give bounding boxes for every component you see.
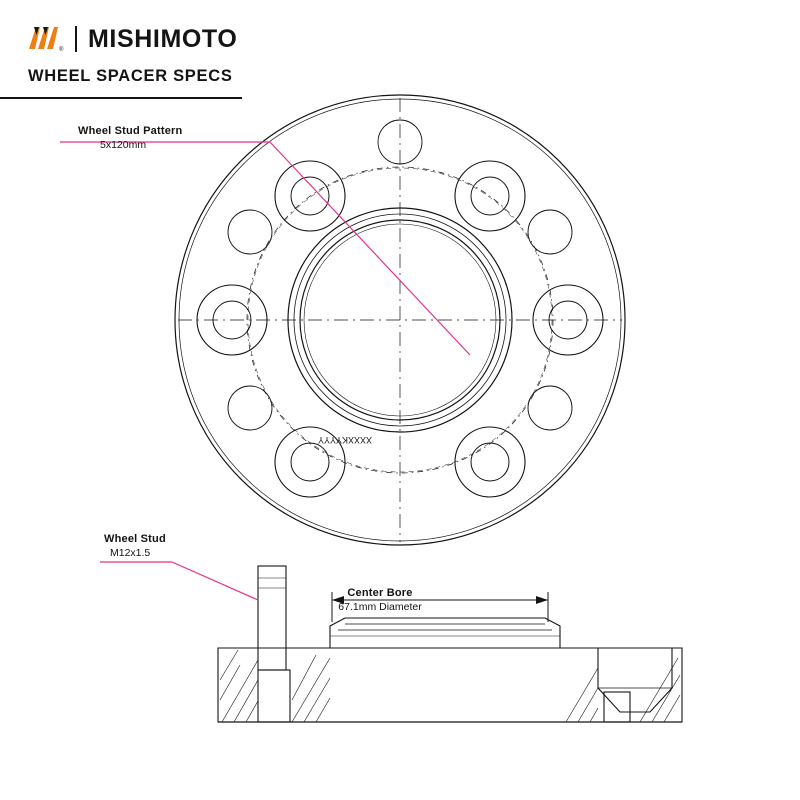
callout-wheel-stud xyxy=(104,532,166,561)
callout-title: Center Bore xyxy=(347,587,413,599)
wheel-stud-shaft xyxy=(258,566,286,670)
stud-seat-cavity xyxy=(258,670,290,722)
lug-bore xyxy=(604,692,630,722)
pocket-hole xyxy=(528,210,572,254)
stud-hole xyxy=(471,443,509,481)
svg-text:®: ® xyxy=(59,47,64,53)
spacer-body-outline xyxy=(218,648,682,722)
face-engraving: XXXXKYYYY xyxy=(317,435,372,445)
pocket-hole xyxy=(228,386,272,430)
conical-seat-profile xyxy=(598,648,672,712)
callout-value: 67.1mm Diameter xyxy=(338,601,422,613)
stud-bore xyxy=(455,427,525,497)
brand-name: MISHIMOTO xyxy=(88,24,238,53)
pocket-hole xyxy=(528,386,572,430)
pocket-hole xyxy=(228,210,272,254)
side-section-view xyxy=(218,566,682,722)
callout-wheel-stud-pattern xyxy=(78,124,182,153)
stud-hole xyxy=(291,443,329,481)
callout-title: Wheel Stud xyxy=(104,533,166,545)
front-view xyxy=(175,95,625,545)
callout-value: M12x1.5 xyxy=(110,547,151,559)
callout-title: Wheel Stud Pattern xyxy=(78,125,183,137)
page-title: WHEEL SPACER SPECS xyxy=(28,67,233,85)
section-hatch-left xyxy=(220,650,258,722)
callout-value: 5x120mm xyxy=(100,139,147,151)
hub-boss-profile xyxy=(330,618,560,648)
wheel-stud-leader xyxy=(100,562,258,600)
section-hatch-mid xyxy=(292,655,330,722)
callout-center-bore xyxy=(338,586,421,615)
dimension-arrow-right xyxy=(536,596,548,604)
